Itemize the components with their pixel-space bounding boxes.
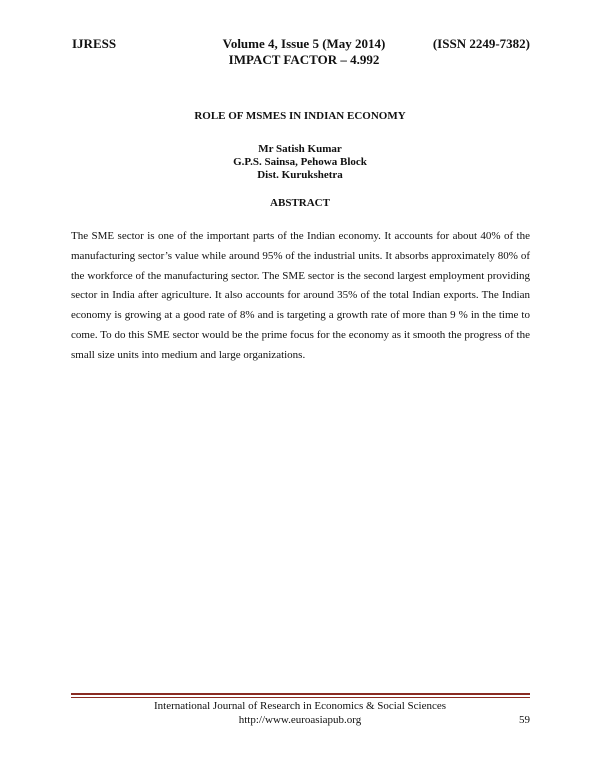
article-title: ROLE OF MSMES IN INDIAN ECONOMY [194, 110, 406, 122]
issue-info: Volume 4, Issue 5 (May 2014) [222, 36, 386, 51]
author-affiliation: G.P.S. Sainsa, Pehowa Block [233, 156, 367, 168]
author-block [0, 143, 600, 182]
page-number: 59 [519, 714, 530, 726]
footer-journal-name: International Journal of Research in Economics & Social Sciences [153, 700, 447, 712]
abstract-heading: ABSTRACT [270, 197, 330, 209]
author-name: Mr Satish Kumar [258, 143, 342, 155]
journal-abbreviation: IJRESS [72, 36, 117, 51]
impact-factor: IMPACT FACTOR – 4.992 [228, 52, 380, 67]
issn: (ISSN 2249-7382) [432, 36, 530, 51]
footer-url: http://www.euroasiapub.org [238, 714, 362, 726]
footer-divider [71, 693, 530, 695]
author-district: Dist. Kurukshetra [257, 169, 343, 181]
abstract-text: The SME sector is one of the important parts of the Indian economy. It accounts for about 40% of the manufacturing sector’s value while around 95% of the industrial units. It absorbs approximately 80% of the workforce of the manufacturing sector. The SME sector is the second largest employment providing sector in India after agriculture. It also accounts for around 35% of the total Indian exports. The Indian economy is growing at a good rate of 8% and is targeting a growth rate of more than 9 % in the time to come. To do this SME sector would be the prime focus for the economy as it smooth the progress of the small size units into medium and large organizations. [71, 230, 530, 361]
footer-divider-thin [71, 697, 530, 698]
